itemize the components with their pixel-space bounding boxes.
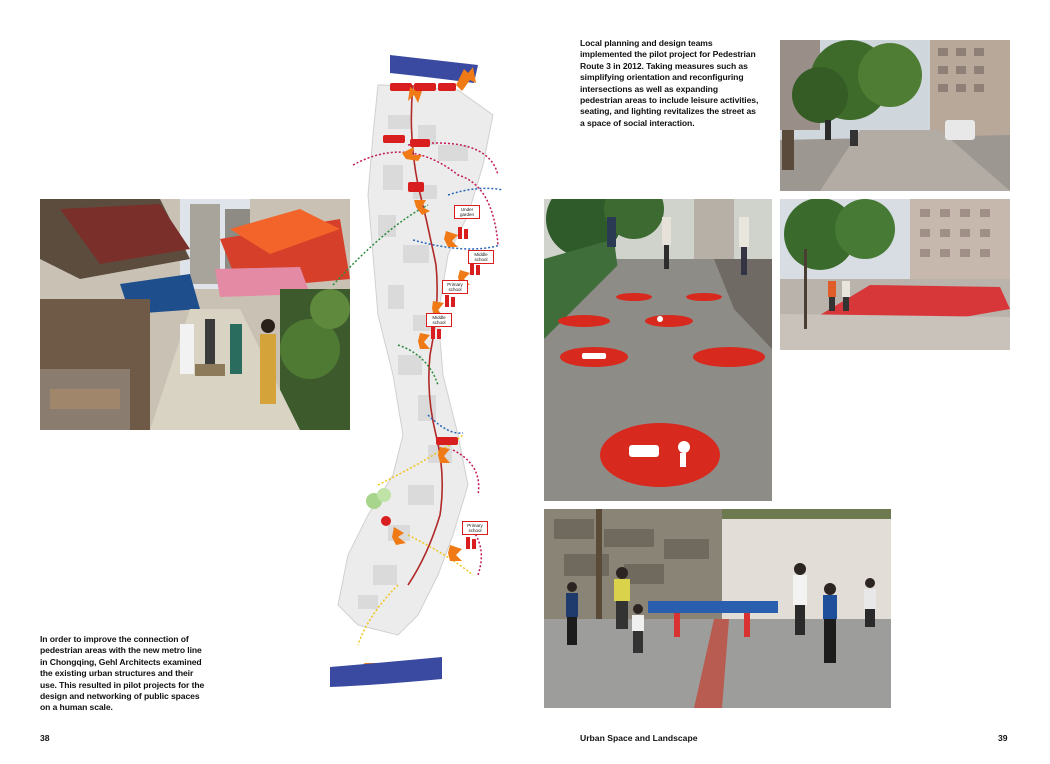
page-number-left: 38 [40, 733, 50, 743]
label-under-garden: Under garden [454, 205, 480, 219]
route-map-graphic [318, 55, 508, 695]
label-middle-school-1: Middle school [468, 250, 494, 264]
right-caption-text: Local planning and design teams implemented the pilot project for Pedestrian Route 3 in 2012. Taking measures such as simplifying orientation and reconfiguring intersections as well as expanding pedestrian areas to include leisure activities, seating, and lighting revitalizes the street as a space of social interaction. [580, 38, 759, 128]
left-caption [40, 634, 206, 714]
right-caption [580, 38, 762, 129]
page-number-right: 39 [998, 733, 1008, 743]
photo-table-tennis [544, 509, 891, 708]
route-map [318, 55, 508, 695]
label-primary-school-2: Primary school [462, 521, 488, 535]
label-primary-school-1: Primary school [442, 280, 468, 294]
photo-market-street [40, 199, 350, 430]
left-caption-text: In order to improve the connection of pedestrian areas with the new metro line in Chongqing, Gehl Architects examined the existing urban structures and their use. This resulted in pilot projects for the design and networking of public spaces on a human scale. [40, 634, 205, 713]
photo-red-plaza [780, 199, 1010, 350]
photo-plaza-trees [780, 40, 1010, 191]
photo-painted-path [544, 199, 772, 501]
section-title-footer: Urban Space and Landscape [580, 733, 698, 743]
label-middle-school-2: Middle school [426, 313, 452, 327]
